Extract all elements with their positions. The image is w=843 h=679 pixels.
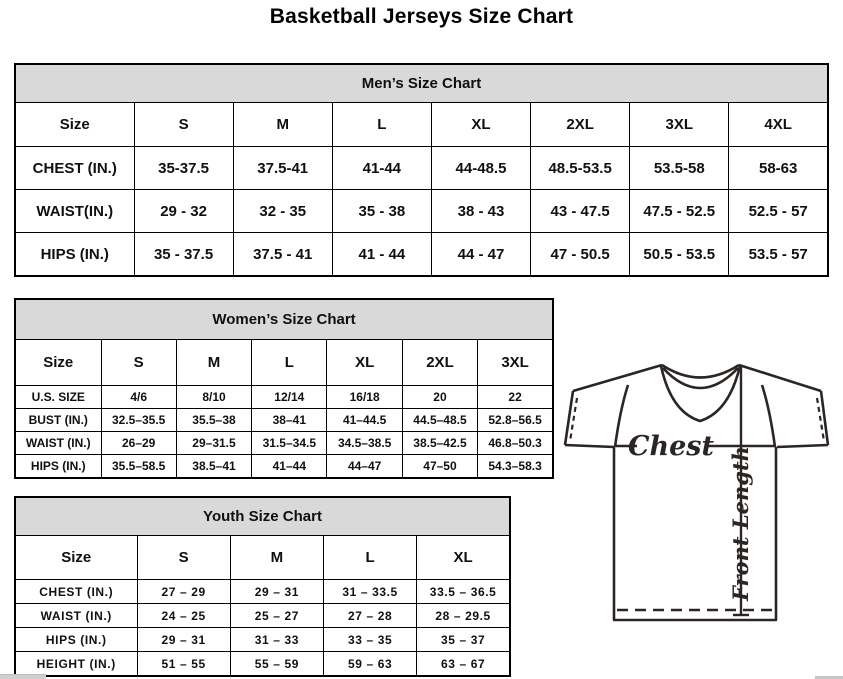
mens-section-header	[15, 64, 828, 103]
table-cell: 55 – 59	[230, 652, 323, 677]
table-cell: 41–44	[252, 455, 327, 479]
table-cell: 48.5-53.5	[531, 147, 630, 190]
table-cell: 29 – 31	[137, 628, 230, 652]
mens-col-header-m: M	[233, 103, 332, 147]
table-cell: 47–50	[402, 455, 477, 479]
collar	[661, 365, 740, 421]
table-cell: 37.5 - 41	[233, 233, 332, 277]
youth-col-header-size: Size	[15, 536, 137, 580]
row-label: CHEST (IN.)	[15, 580, 137, 604]
table-cell: 8/10	[176, 386, 251, 409]
youth-col-header-m: M	[230, 536, 323, 580]
youth-size-chart-table	[14, 496, 511, 677]
row-label: HEIGHT (IN.)	[15, 652, 137, 677]
womens-size-header-row	[15, 340, 553, 386]
table-cell: 32 - 35	[233, 190, 332, 233]
mens-waist-row	[15, 190, 828, 233]
row-label: WAIST(IN.)	[15, 190, 134, 233]
youth-height-row	[15, 652, 510, 677]
row-label: U.S. SIZE	[15, 386, 101, 409]
table-cell: 27 – 28	[324, 604, 417, 628]
table-cell: 31.5–34.5	[252, 432, 327, 455]
youth-chest-row	[15, 580, 510, 604]
womens-col-header-3xl: 3XL	[478, 340, 553, 386]
table-cell: 41 - 44	[332, 233, 431, 277]
womens-section-title: Women’s Size Chart	[15, 299, 553, 340]
table-cell: 12/14	[252, 386, 327, 409]
table-cell: 58-63	[729, 147, 828, 190]
row-label: CHEST (IN.)	[15, 147, 134, 190]
mens-col-header-s: S	[134, 103, 233, 147]
table-cell: 22	[478, 386, 553, 409]
womens-bust-row	[15, 409, 553, 432]
table-cell: 54.3–58.3	[478, 455, 553, 479]
table-cell: 35.5–38	[176, 409, 251, 432]
mens-col-header-l: L	[332, 103, 431, 147]
womens-col-header-m: M	[176, 340, 251, 386]
row-label: HIPS (IN.)	[15, 628, 137, 652]
table-cell: 44-48.5	[431, 147, 530, 190]
mens-col-header-3xl: 3XL	[630, 103, 729, 147]
front-length-label: Front Length	[728, 446, 753, 601]
table-cell: 41-44	[332, 147, 431, 190]
table-cell: 41–44.5	[327, 409, 402, 432]
table-cell: 33.5 – 36.5	[417, 580, 510, 604]
row-label: BUST (IN.)	[15, 409, 101, 432]
table-cell: 63 – 67	[417, 652, 510, 677]
table-cell: 35 - 38	[332, 190, 431, 233]
youth-section-title: Youth Size Chart	[15, 497, 510, 536]
youth-col-header-s: S	[137, 536, 230, 580]
table-cell: 38.5–42.5	[402, 432, 477, 455]
table-cell: 26–29	[101, 432, 176, 455]
womens-size-chart-table	[14, 298, 554, 479]
youth-waist-row	[15, 604, 510, 628]
youth-hips-row	[15, 628, 510, 652]
womens-hips-row	[15, 455, 553, 479]
table-cell: 47 - 50.5	[531, 233, 630, 277]
womens-section-header	[15, 299, 553, 340]
table-cell: 43 - 47.5	[531, 190, 630, 233]
womens-col-header-size: Size	[15, 340, 101, 386]
table-cell: 51 – 55	[137, 652, 230, 677]
table-cell: 34.5–38.5	[327, 432, 402, 455]
jersey-diagram	[558, 358, 840, 630]
womens-col-header-xl: XL	[327, 340, 402, 386]
youth-col-header-l: L	[324, 536, 417, 580]
youth-section-header	[15, 497, 510, 536]
table-cell: 28 – 29.5	[417, 604, 510, 628]
mens-size-header-row	[15, 103, 828, 147]
table-cell: 16/18	[327, 386, 402, 409]
table-cell: 31 – 33.5	[324, 580, 417, 604]
table-cell: 32.5–35.5	[101, 409, 176, 432]
table-cell: 29 - 32	[134, 190, 233, 233]
table-cell: 29 – 31	[230, 580, 323, 604]
table-cell: 53.5-58	[630, 147, 729, 190]
jersey-outline	[565, 365, 828, 620]
table-cell: 52.8–56.5	[478, 409, 553, 432]
table-cell: 35-37.5	[134, 147, 233, 190]
row-label: HIPS (IN.)	[15, 233, 134, 277]
table-cell: 27 – 29	[137, 580, 230, 604]
womens-col-header-s: S	[101, 340, 176, 386]
row-label: HIPS (IN.)	[15, 455, 101, 479]
page-title: Basketball Jerseys Size Chart	[269, 5, 574, 28]
row-label: WAIST (IN.)	[15, 432, 101, 455]
mens-col-header-4xl: 4XL	[729, 103, 828, 147]
table-cell: 37.5-41	[233, 147, 332, 190]
table-cell: 35.5–58.5	[101, 455, 176, 479]
mens-chest-row	[15, 147, 828, 190]
mens-col-header-xl: XL	[431, 103, 530, 147]
table-cell: 47.5 - 52.5	[630, 190, 729, 233]
youth-size-header-row	[15, 536, 510, 580]
table-cell: 35 – 37	[417, 628, 510, 652]
mens-col-header-2xl: 2XL	[531, 103, 630, 147]
table-cell: 52.5 - 57	[729, 190, 828, 233]
youth-col-header-xl: XL	[417, 536, 510, 580]
table-cell: 35 - 37.5	[134, 233, 233, 277]
table-cell: 4/6	[101, 386, 176, 409]
table-cell: 38–41	[252, 409, 327, 432]
table-cell: 24 – 25	[137, 604, 230, 628]
table-cell: 29–31.5	[176, 432, 251, 455]
chest-label: Chest	[628, 431, 714, 462]
table-cell: 20	[402, 386, 477, 409]
table-cell: 50.5 - 53.5	[630, 233, 729, 277]
table-cell: 44.5–48.5	[402, 409, 477, 432]
mens-hips-row	[15, 233, 828, 277]
womens-col-header-l: L	[252, 340, 327, 386]
womens-waist-row	[15, 432, 553, 455]
table-cell: 38 - 43	[431, 190, 530, 233]
row-label: WAIST (IN.)	[15, 604, 137, 628]
mens-size-chart-table	[14, 63, 829, 277]
womens-us-size-row	[15, 386, 553, 409]
table-cell: 46.8–50.3	[478, 432, 553, 455]
table-cell: 59 – 63	[324, 652, 417, 677]
mens-section-title: Men’s Size Chart	[15, 64, 828, 103]
table-cell: 25 – 27	[230, 604, 323, 628]
table-cell: 44–47	[327, 455, 402, 479]
table-cell: 31 – 33	[230, 628, 323, 652]
table-cell: 33 – 35	[324, 628, 417, 652]
scrollbar-left-button[interactable]	[0, 674, 46, 679]
table-cell: 44 - 47	[431, 233, 530, 277]
table-cell: 53.5 - 57	[729, 233, 828, 277]
womens-col-header-2xl: 2XL	[402, 340, 477, 386]
table-cell: 38.5–41	[176, 455, 251, 479]
mens-col-header-size: Size	[15, 103, 134, 147]
